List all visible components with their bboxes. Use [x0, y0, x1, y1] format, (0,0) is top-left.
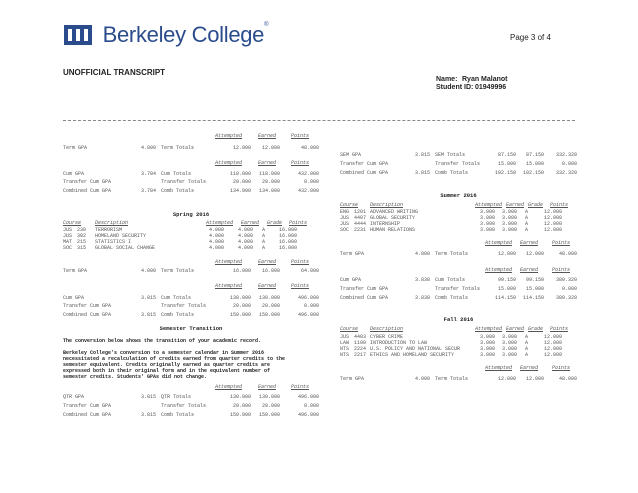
points: 12.000 — [544, 346, 563, 352]
transfer-gpa-label: Transfer Cum GPA — [63, 179, 112, 185]
page-number: Page 3 of 4 — [510, 33, 551, 42]
course-description: GLOBAL SOCIAL CHANGE — [95, 245, 156, 251]
transfer-gpa-label: Transfer Cum GPA — [63, 303, 112, 309]
hdr-earned: Earned — [258, 133, 277, 139]
course-code: JUS — [63, 233, 73, 239]
earned: 4.000 — [238, 239, 254, 245]
value: 114.150 — [494, 295, 516, 301]
col-attempted: Attempted — [475, 202, 503, 208]
col-course: Course — [340, 202, 359, 208]
combined-gpa-label: Combined Cum GPA — [340, 295, 389, 301]
value: 102.150 — [494, 170, 516, 176]
value: 12.000 — [497, 376, 516, 382]
right-column — [340, 0, 580, 493]
course-code: NTS — [340, 352, 350, 358]
term-totals-label: Term Totals — [435, 251, 469, 257]
course-description: HUMAN RELATIONS — [370, 227, 416, 233]
hdr-earned: Earned — [258, 259, 277, 265]
course-code: LAW — [340, 340, 350, 346]
transfer-totals-label: Transfer Totals — [161, 303, 207, 309]
attempted: 3.000 — [480, 346, 496, 352]
sem-gpa-label: SEM GPA — [340, 152, 362, 158]
course-number: 4444 — [354, 221, 367, 227]
col-grade: Grade — [528, 326, 544, 332]
term-heading-summer: Summer 2016 — [440, 192, 477, 199]
value: 12.000 — [525, 251, 544, 257]
attempted: 3.000 — [480, 352, 496, 358]
value: 134.000 — [229, 188, 251, 194]
course-number: 302 — [77, 233, 87, 239]
points: 12.000 — [544, 209, 563, 215]
value: 114.150 — [522, 295, 544, 301]
value: 130.000 — [229, 394, 251, 400]
transfer-totals-label: Transfer Totals — [435, 286, 481, 292]
course-number: 1100 — [354, 340, 367, 346]
course-number: 215 — [77, 239, 87, 245]
combined-gpa-value: 3.815 — [141, 412, 157, 418]
term-gpa-label: Term GPA — [63, 145, 88, 151]
grade: A — [525, 215, 529, 221]
hdr-attempted: Attempted — [485, 365, 513, 371]
value: 15.000 — [497, 161, 516, 167]
cum-gpa-label: Cum GPA — [340, 277, 362, 283]
attempted: 3.000 — [480, 221, 496, 227]
transition-paragraph-line: Berkeley College's conversion to a semester calendar in Summer 2016 — [63, 350, 265, 356]
earned: 3.000 — [502, 215, 518, 221]
earned: 3.000 — [502, 346, 518, 352]
hdr-points: Points — [291, 384, 310, 390]
term-gpa-value: 4.000 — [141, 268, 157, 274]
value: 87.150 — [525, 152, 544, 158]
term-totals-label: Term Totals — [161, 268, 195, 274]
combined-gpa-value: 3.784 — [141, 188, 157, 194]
value: 48.000 — [558, 376, 577, 382]
col-earned: Earned — [506, 326, 525, 332]
course-description: CYBER CRIME — [370, 334, 404, 340]
earned: 3.000 — [502, 334, 518, 340]
grade: A — [525, 340, 529, 346]
hdr-attempted: Attempted — [215, 283, 243, 289]
value: 48.000 — [300, 145, 319, 151]
term-gpa-value: 4.000 — [141, 145, 157, 151]
points: 16.000 — [279, 227, 298, 233]
value: 380.320 — [555, 295, 577, 301]
course-description: TERRORISM — [95, 227, 123, 233]
transition-paragraph-line: semester credits. Students' GPAs did not change. — [63, 374, 208, 380]
col-description: Description — [95, 220, 129, 226]
transfer-totals-label: Transfer Totals — [161, 403, 207, 409]
col-points: Points — [550, 202, 569, 208]
grade: A — [525, 334, 529, 340]
name-value: Ryan Malanot — [462, 76, 508, 83]
grade: A — [262, 233, 266, 239]
col-description: Description — [370, 202, 404, 208]
points: 12.000 — [544, 352, 563, 358]
hdr-points: Points — [552, 240, 571, 246]
course-code: JUS — [63, 227, 73, 233]
hdr-attempted: Attempted — [215, 259, 243, 265]
course-number: 2224 — [354, 346, 367, 352]
points: 12.000 — [544, 334, 563, 340]
value: 12.000 — [497, 251, 516, 257]
combined-gpa-value: 3.838 — [415, 295, 431, 301]
value: 150.000 — [229, 412, 251, 418]
semester-transition-heading: Semester Transition — [159, 325, 223, 332]
cum-gpa-value: 3.838 — [415, 277, 431, 283]
hdr-earned: Earned — [520, 365, 539, 371]
value: 150.000 — [258, 312, 280, 318]
col-points: Points — [550, 326, 569, 332]
comb-totals-label: Comb Totals — [161, 412, 195, 418]
value: 496.000 — [297, 312, 319, 318]
course-description: INTERNSHIP — [370, 221, 401, 227]
value: 134.000 — [258, 188, 280, 194]
student-id-value: 01949996 — [475, 84, 507, 91]
value: 20.000 — [261, 303, 280, 309]
term-heading-fall: Fall 2016 — [443, 316, 474, 323]
attempted: 3.000 — [480, 334, 496, 340]
col-grade: Grade — [267, 220, 283, 226]
course-number: 4403 — [354, 334, 367, 340]
col-course: Course — [63, 220, 82, 226]
hdr-earned: Earned — [258, 384, 277, 390]
student-id-label: Student ID: — [436, 84, 474, 91]
value: 118.000 — [258, 171, 280, 177]
value: 48.000 — [558, 251, 577, 257]
course-description: HOMELAND SECURITY — [95, 233, 147, 239]
hdr-attempted: Attempted — [215, 160, 243, 166]
value: 15.000 — [525, 161, 544, 167]
attempted: 4.000 — [209, 245, 225, 251]
grade: A — [525, 227, 529, 233]
value: 380.320 — [555, 277, 577, 283]
transition-paragraph-line: semester equivalent. Credits originally earned as quarter credits are — [63, 362, 271, 368]
term-gpa-label: Term GPA — [63, 268, 88, 274]
cum-gpa-value: 3.784 — [141, 171, 157, 177]
value: 130.000 — [258, 394, 280, 400]
grade: A — [262, 239, 266, 245]
course-code: ENG — [340, 209, 350, 215]
comb-totals-label: Comb Totals — [161, 188, 195, 194]
hdr-attempted: Attempted — [215, 384, 243, 390]
value: 496.000 — [297, 295, 319, 301]
course-description: U.S. POLICY AND NATIONAL SECUR — [370, 346, 461, 352]
value: 0.000 — [561, 286, 577, 292]
earned: 3.000 — [502, 227, 518, 233]
hdr-points: Points — [552, 365, 571, 371]
col-attempted: Attempted — [475, 326, 503, 332]
course-description: GLOBAL SECURITY — [370, 215, 416, 221]
value: 15.000 — [525, 286, 544, 292]
transfer-gpa-label: Transfer Cum GPA — [63, 403, 112, 409]
value: 16.000 — [232, 268, 251, 274]
attempted: 3.000 — [480, 215, 496, 221]
term-gpa-label: Term GPA — [340, 251, 365, 257]
value: 12.000 — [525, 376, 544, 382]
cum-totals-label: Cum Totals — [161, 171, 192, 177]
attempted: 3.000 — [480, 227, 496, 233]
value: 102.150 — [522, 170, 544, 176]
value: 12.000 — [261, 145, 280, 151]
value: 15.000 — [497, 286, 516, 292]
transition-paragraph-line: expressed both in their original form and in the equivalent number of — [63, 368, 271, 374]
value: 20.000 — [232, 403, 251, 409]
hdr-attempted: Attempted — [215, 133, 243, 139]
grade: A — [525, 352, 529, 358]
transition-note: The conversion below shows the transition of your academic record. — [63, 338, 262, 344]
attempted: 4.000 — [209, 239, 225, 245]
comb-totals-label: Comb Totals — [161, 312, 195, 318]
grade: A — [262, 227, 266, 233]
course-number: 2217 — [354, 352, 367, 358]
value: 0.000 — [303, 303, 319, 309]
page-title: UNOFFICIAL TRANSCRIPT — [63, 68, 166, 77]
course-number: 4407 — [354, 215, 367, 221]
term-gpa-label: Term GPA — [340, 376, 365, 382]
grade: A — [262, 245, 266, 251]
hdr-points: Points — [291, 160, 310, 166]
value: 496.000 — [297, 412, 319, 418]
transfer-gpa-label: Transfer Cum GPA — [340, 161, 389, 167]
hdr-points: Points — [291, 283, 310, 289]
value: 118.000 — [229, 171, 251, 177]
col-points: Points — [289, 220, 308, 226]
combined-gpa-label: Combined Cum GPA — [63, 312, 112, 318]
comb-totals-label: Comb Totals — [435, 170, 469, 176]
col-description: Description — [370, 326, 404, 332]
value: 332.320 — [555, 152, 577, 158]
course-code: SOC — [340, 227, 350, 233]
course-code: SOC — [63, 245, 73, 251]
course-number: 1201 — [354, 209, 367, 215]
value: 0.000 — [303, 179, 319, 185]
value: 12.000 — [232, 145, 251, 151]
combined-gpa-value: 3.815 — [415, 170, 431, 176]
points: 16.000 — [279, 239, 298, 245]
col-attempted: Attempted — [206, 220, 234, 226]
registered-mark: ® — [264, 22, 269, 28]
cum-gpa-label: Cum GPA — [63, 295, 85, 301]
name-label: Name: — [436, 76, 458, 83]
value: 130.000 — [258, 295, 280, 301]
attempted: 3.000 — [480, 209, 496, 215]
points: 12.000 — [544, 221, 563, 227]
hdr-points: Points — [291, 259, 310, 265]
hdr-earned: Earned — [258, 160, 277, 166]
hdr-earned: Earned — [520, 240, 539, 246]
logo-text: Berkeley College — [102, 22, 265, 47]
attempted: 4.000 — [209, 227, 225, 233]
qtr-gpa-value: 3.815 — [141, 394, 157, 400]
cum-totals-label: Cum Totals — [435, 277, 466, 283]
term-totals-label: Term Totals — [161, 145, 195, 151]
combined-gpa-label: Combined Cum GPA — [63, 412, 112, 418]
transition-paragraph-line: necessitated a recalculation of credits earned from quarter credits to the — [63, 356, 286, 362]
transfer-totals-label: Transfer Totals — [435, 161, 481, 167]
earned: 3.000 — [502, 209, 518, 215]
sem-gpa-value: 3.815 — [415, 152, 431, 158]
cum-totals-label: Cum Totals — [161, 295, 192, 301]
course-number: 315 — [77, 245, 87, 251]
value: 20.000 — [232, 303, 251, 309]
earned: 3.000 — [502, 352, 518, 358]
course-code: JUS — [340, 334, 350, 340]
hdr-points: Points — [552, 267, 571, 273]
course-description: INTRODUCTION TO LAW — [370, 340, 428, 346]
term-gpa-value: 4.000 — [415, 376, 431, 382]
value: 332.320 — [555, 170, 577, 176]
course-code: MAT — [63, 239, 73, 245]
points: 16.000 — [279, 245, 298, 251]
hdr-earned: Earned — [258, 283, 277, 289]
value: 64.000 — [300, 268, 319, 274]
hdr-earned: Earned — [520, 267, 539, 273]
value: 99.150 — [497, 277, 516, 283]
cum-gpa-label: Cum GPA — [63, 171, 85, 177]
col-earned: Earned — [506, 202, 525, 208]
transfer-totals-label: Transfer Totals — [161, 179, 207, 185]
value: 20.000 — [261, 403, 280, 409]
earned: 3.000 — [502, 340, 518, 346]
combined-gpa-value: 3.815 — [141, 312, 157, 318]
points: 12.000 — [544, 340, 563, 346]
value: 16.000 — [261, 268, 280, 274]
hdr-points: Points — [291, 133, 310, 139]
course-code: JUS — [340, 221, 350, 227]
value: 87.150 — [497, 152, 516, 158]
earned: 3.000 — [502, 221, 518, 227]
grade: A — [525, 346, 529, 352]
combined-gpa-label: Combined Cum GPA — [63, 188, 112, 194]
course-code: JUS — [340, 215, 350, 221]
value: 20.000 — [261, 179, 280, 185]
col-grade: Grade — [528, 202, 544, 208]
value: 150.000 — [258, 412, 280, 418]
value: 99.150 — [525, 277, 544, 283]
points: 12.000 — [544, 215, 563, 221]
term-totals-label: Term Totals — [435, 376, 469, 382]
combined-gpa-label: Combined Cum GPA — [340, 170, 389, 176]
course-description: STATISTICS I — [95, 239, 132, 245]
value: 20.000 — [232, 179, 251, 185]
grade: A — [525, 209, 529, 215]
value: 150.000 — [229, 312, 251, 318]
transfer-gpa-label: Transfer Cum GPA — [340, 286, 389, 292]
points: 12.000 — [544, 227, 563, 233]
value: 0.000 — [561, 161, 577, 167]
qtr-totals-label: QTR Totals — [161, 394, 192, 400]
value: 496.000 — [297, 394, 319, 400]
value: 432.000 — [297, 188, 319, 194]
hdr-attempted: Attempted — [485, 240, 513, 246]
course-number: 230 — [77, 227, 87, 233]
attempted: 3.000 — [480, 340, 496, 346]
left-column — [63, 0, 323, 493]
col-earned: Earned — [241, 220, 260, 226]
term-gpa-value: 4.000 — [415, 251, 431, 257]
col-course: Course — [340, 326, 359, 332]
course-number: 2231 — [354, 227, 367, 233]
points: 16.000 — [279, 233, 298, 239]
grade: A — [525, 221, 529, 227]
earned: 4.000 — [238, 233, 254, 239]
course-description: ADVANCED WRITING — [370, 209, 419, 215]
term-heading-spring: Spring 2016 — [172, 211, 210, 218]
comb-totals-label: Comb Totals — [435, 295, 469, 301]
value: 432.000 — [297, 171, 319, 177]
qtr-gpa-label: QTR GPA — [63, 394, 85, 400]
value: 130.000 — [229, 295, 251, 301]
hdr-attempted: Attempted — [485, 267, 513, 273]
sem-totals-label: SEM Totals — [435, 152, 466, 158]
cum-gpa-value: 3.815 — [141, 295, 157, 301]
value: 0.000 — [303, 403, 319, 409]
earned: 4.000 — [238, 227, 254, 233]
earned: 4.000 — [238, 245, 254, 251]
attempted: 4.000 — [209, 233, 225, 239]
course-code: NTS — [340, 346, 350, 352]
course-description: ETHICS AND HOMELAND SECURITY — [370, 352, 455, 358]
